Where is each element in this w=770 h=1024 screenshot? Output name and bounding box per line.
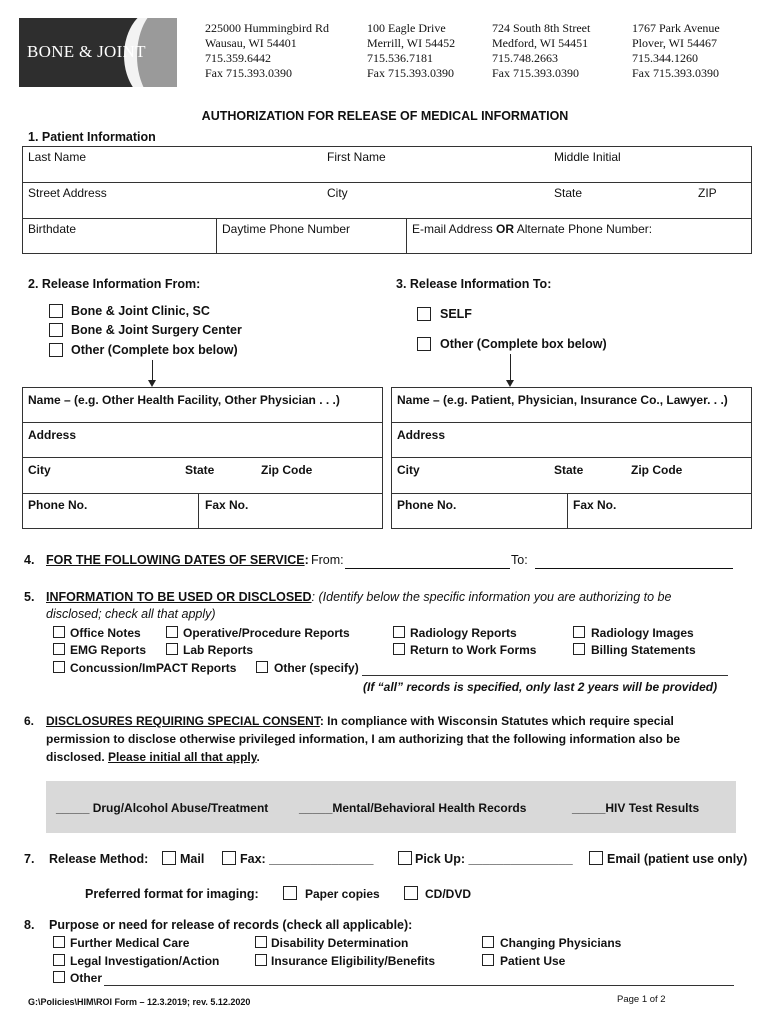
address-fax: Fax 715.393.0390 (632, 66, 719, 80)
address-line: 1767 Park Avenue (632, 21, 720, 35)
paper-copies-label: Paper copies (305, 887, 380, 901)
drug-alcohol-initial[interactable]: _____ Drug/Alcohol Abuse/Treatment (56, 801, 269, 815)
middle-initial-field[interactable]: Middle Initial (554, 150, 621, 164)
from-surgery-center-label: Bone & Joint Surgery Center (71, 323, 242, 337)
section7-number: 7. (24, 852, 35, 866)
to-state-field[interactable]: State (554, 463, 584, 477)
location-merrill (367, 21, 455, 81)
divider (22, 218, 752, 219)
to-phone-field[interactable]: Phone No. (397, 498, 457, 512)
address-city: Medford, WI 54451 (492, 36, 589, 50)
email-checkbox[interactable] (589, 851, 603, 865)
other-specify-line[interactable] (362, 675, 728, 676)
arrowhead-icon (506, 380, 514, 387)
email-field[interactable] (412, 222, 652, 236)
section6-period: . (256, 750, 260, 764)
section6-text-line3 (46, 750, 260, 764)
birthdate-field[interactable]: Birthdate (28, 222, 77, 236)
from-state-field[interactable]: State (185, 463, 215, 477)
mail-label: Mail (180, 852, 205, 866)
to-zip-field[interactable]: Zip Code (631, 463, 683, 477)
last-name-field[interactable]: Last Name (28, 150, 87, 164)
section6-heading-text: DISCLOSURES REQUIRING SPECIAL CONSENT (46, 714, 320, 728)
divider (567, 493, 568, 529)
lab-reports-checkbox[interactable] (166, 643, 178, 655)
changing-physicians-label: Changing Physicians (500, 936, 622, 950)
address-fax: Fax 715.393.0390 (205, 66, 292, 80)
arrowhead-icon (148, 380, 156, 387)
section5-heading (46, 590, 671, 604)
from-clinic-label: Bone & Joint Clinic, SC (71, 304, 210, 318)
divider (391, 493, 752, 494)
legal-checkbox[interactable] (53, 954, 65, 966)
email-label: E-mail Address (412, 222, 497, 236)
other-specify-label: Other (specify) (274, 661, 359, 675)
to-self-label: SELF (440, 307, 472, 321)
section6-text-c: disclosed. (46, 750, 109, 764)
to-address-field[interactable]: Address (397, 428, 446, 442)
arrow-down-icon (152, 360, 153, 380)
section5-instructions: : (Identify below the specific information you are authorizing to be (311, 590, 672, 604)
section4-colon: : (304, 553, 309, 567)
radiology-images-label: Radiology Images (591, 626, 694, 640)
radiology-reports-label: Radiology Reports (410, 626, 517, 640)
radiology-images-checkbox[interactable] (573, 626, 585, 638)
office-notes-label: Office Notes (70, 626, 141, 640)
logo-text: BONE & JOINT (27, 42, 146, 61)
concussion-reports-checkbox[interactable] (53, 661, 65, 673)
imaging-format-label: Preferred format for imaging: (85, 887, 259, 901)
mail-checkbox[interactable] (162, 851, 176, 865)
other-specify-checkbox[interactable] (256, 661, 268, 673)
address-phone: 715.748.2663 (492, 51, 558, 65)
section4-heading (46, 553, 309, 567)
to-other-checkbox[interactable] (417, 337, 431, 351)
arrow-down-icon (510, 354, 511, 380)
fax-label: Fax: _______________ (240, 852, 374, 866)
section2-heading: 2. Release Information From: (28, 277, 201, 291)
patient-use-checkbox[interactable] (482, 954, 494, 966)
address-phone: 715.344.1260 (632, 51, 698, 65)
section6-number: 6. (24, 714, 35, 728)
section6-heading (46, 714, 674, 728)
address-line: 225000 Hummingbird Rd (205, 21, 330, 35)
from-fax-field[interactable]: Fax No. (205, 498, 249, 512)
billing-statements-label: Billing Statements (591, 643, 696, 657)
section8-heading: Purpose or need for release of records (check all applicable): (49, 918, 413, 932)
section6-initial-instruction: Please initial all that apply (108, 750, 257, 764)
email-label-rest: Alternate Phone Number: (514, 222, 653, 236)
divider (22, 493, 383, 494)
first-name-field[interactable]: First Name (327, 150, 386, 164)
address-phone: 715.359.6442 (205, 51, 271, 65)
section6-text: : In compliance with Wisconsin Statutes which require special (319, 714, 674, 728)
section4-heading-text: FOR THE FOLLOWING DATES OF SERVICE (46, 553, 305, 567)
address-fax: Fax 715.393.0390 (367, 66, 454, 80)
state-field[interactable]: State (554, 186, 583, 200)
to-name-field[interactable]: Name – (e.g. Patient, Physician, Insurance Co., Lawyer. . .) (397, 393, 728, 407)
from-address-field[interactable]: Address (28, 428, 77, 442)
further-care-checkbox[interactable] (53, 936, 65, 948)
purpose-other-checkbox[interactable] (53, 971, 65, 983)
from-date-line[interactable] (345, 568, 510, 569)
address-city: Merrill, WI 54452 (367, 36, 456, 50)
radiology-reports-checkbox[interactable] (393, 626, 405, 638)
return-to-work-checkbox[interactable] (393, 643, 405, 655)
zip-field[interactable]: ZIP (698, 186, 717, 200)
operative-reports-checkbox[interactable] (166, 626, 178, 638)
disability-label: Disability Determination (271, 936, 409, 950)
section7-heading: Release Method: (49, 852, 149, 866)
from-zip-field[interactable]: Zip Code (261, 463, 313, 477)
billing-statements-checkbox[interactable] (573, 643, 585, 655)
office-notes-checkbox[interactable] (53, 626, 65, 638)
to-self-checkbox[interactable] (417, 307, 431, 321)
from-city-field[interactable]: City (28, 463, 51, 477)
operative-reports-label: Operative/Procedure Reports (183, 626, 350, 640)
section3-heading: 3. Release Information To: (396, 277, 552, 291)
divider (216, 218, 217, 254)
emg-reports-checkbox[interactable] (53, 643, 65, 655)
location-wausau (205, 21, 329, 81)
divider (198, 493, 199, 529)
from-other-checkbox[interactable] (49, 343, 63, 357)
section5-note: (If “all” records is specified, only last 2 years will be provided) (363, 680, 718, 694)
section5-instructions-cont: disclosed; check all that apply) (46, 607, 216, 621)
purpose-other-label: Other (70, 971, 103, 985)
daytime-phone-field[interactable]: Daytime Phone Number (222, 222, 351, 236)
location-medford (492, 21, 590, 81)
divider (22, 422, 383, 423)
lab-reports-label: Lab Reports (183, 643, 254, 657)
from-other-label: Other (Complete box below) (71, 343, 238, 357)
divider (391, 422, 752, 423)
city-field[interactable]: City (327, 186, 348, 200)
location-plover (632, 21, 720, 81)
further-care-label: Further Medical Care (70, 936, 190, 950)
divider (22, 182, 752, 183)
email-label: Email (patient use only) (607, 852, 748, 866)
section5-heading-text: INFORMATION TO BE USED OR DISCLOSED (46, 590, 312, 604)
insurance-checkbox[interactable] (255, 954, 267, 966)
emg-reports-label: EMG Reports (70, 643, 147, 657)
paper-copies-checkbox[interactable] (283, 886, 297, 900)
bone-joint-logo (19, 18, 177, 87)
from-clinic-checkbox[interactable] (49, 304, 63, 318)
disability-checkbox[interactable] (255, 936, 267, 948)
divider (391, 457, 752, 458)
changing-physicians-checkbox[interactable] (482, 936, 494, 948)
address-phone: 715.536.7181 (367, 51, 433, 65)
patient-info-table (22, 146, 752, 254)
to-city-field[interactable]: City (397, 463, 420, 477)
insurance-label: Insurance Eligibility/Benefits (271, 954, 436, 968)
address-line: 724 South 8th Street (492, 21, 591, 35)
section5-number: 5. (24, 590, 35, 604)
address-city: Plover, WI 54467 (632, 36, 717, 50)
hiv-test-initial[interactable]: _____HIV Test Results (572, 801, 700, 815)
section8-number: 8. (24, 918, 35, 932)
address-fax: Fax 715.393.0390 (492, 66, 579, 80)
patient-use-label: Patient Use (500, 954, 566, 968)
section1-heading: 1. Patient Information (28, 130, 156, 144)
mental-health-initial[interactable]: _____Mental/Behavioral Health Records (299, 801, 527, 815)
cd-dvd-checkbox[interactable] (404, 886, 418, 900)
to-other-label: Other (Complete box below) (440, 337, 607, 351)
section6-text-line2: permission to disclose otherwise privileged information, I am authorizing that the following information also be (46, 732, 681, 746)
from-date-label: From: (311, 553, 344, 567)
from-surgery-center-checkbox[interactable] (49, 323, 63, 337)
email-or: OR (496, 222, 515, 236)
from-phone-field[interactable]: Phone No. (28, 498, 88, 512)
legal-label: Legal Investigation/Action (70, 954, 220, 968)
form-title: AUTHORIZATION FOR RELEASE OF MEDICAL INFORMATION (201, 109, 569, 123)
divider (406, 218, 407, 254)
cd-dvd-label: CD/DVD (425, 887, 472, 901)
address-city: Wausau, WI 54401 (205, 36, 297, 50)
to-date-label: To: (511, 553, 528, 567)
from-name-field[interactable]: Name – (e.g. Other Health Facility, Other Physician . . .) (28, 393, 340, 407)
fax-checkbox[interactable] (222, 851, 236, 865)
section4-number: 4. (24, 553, 35, 567)
concussion-reports-label: Concussion/ImPACT Reports (70, 661, 237, 675)
to-date-line[interactable] (535, 568, 733, 569)
to-fax-field[interactable]: Fax No. (573, 498, 617, 512)
page-number: Page 1 of 2 (617, 994, 666, 1005)
footer-path: G:\Policies\HIM\ROI Form – 12.3.2019; rev. 5.12.2020 (28, 997, 251, 1007)
pickup-label: Pick Up: _______________ (415, 852, 573, 866)
divider (22, 457, 383, 458)
address-line: 100 Eagle Drive (367, 21, 446, 35)
street-address-field[interactable]: Street Address (28, 186, 107, 200)
pickup-checkbox[interactable] (398, 851, 412, 865)
purpose-other-line[interactable] (104, 985, 734, 986)
return-to-work-label: Return to Work Forms (410, 643, 537, 657)
